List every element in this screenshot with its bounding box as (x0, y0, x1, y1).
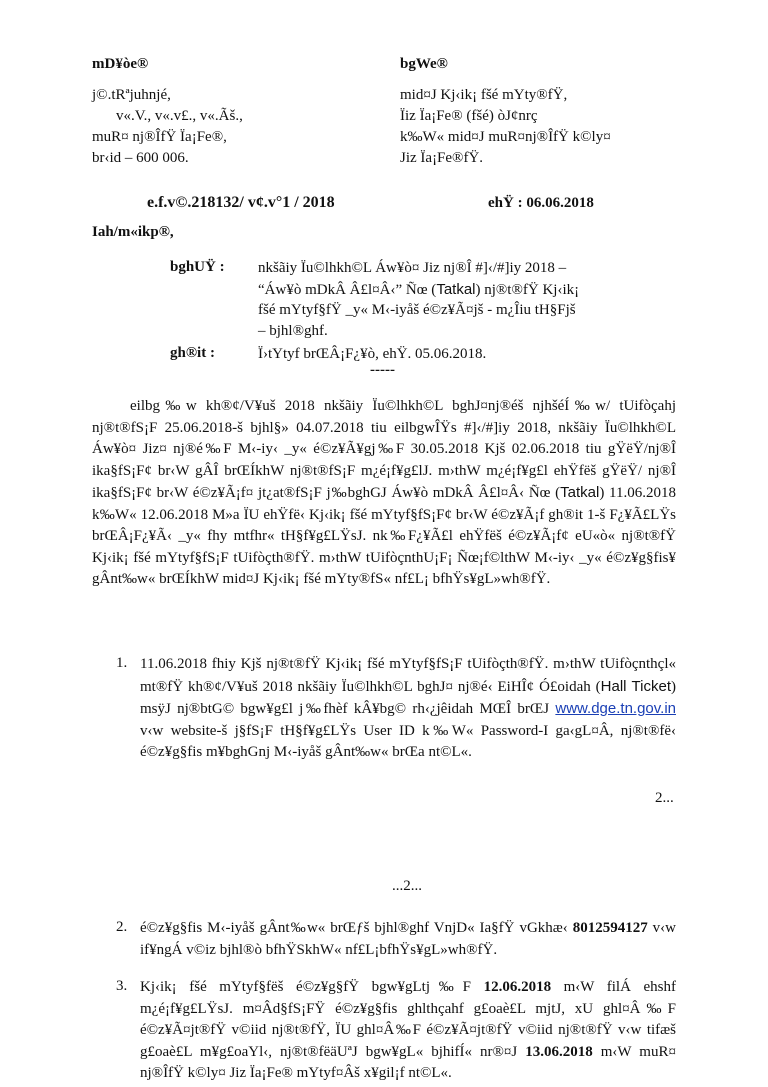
recipient-line-4: Jiz Ïa¡Fe®fŸ. (400, 150, 484, 166)
page-2-header: ...2... (392, 878, 422, 894)
recipient-line-3: k‰W« mid¤J muR¤nj®ÎfŸ k©ly¤ (400, 129, 611, 145)
sender-title: mD¥òe® (92, 56, 149, 72)
recipient-line-1: mid¤J Kj‹ik¡ fšé mYty®fŸ, (400, 87, 568, 103)
item-3-number: 3. (116, 978, 128, 994)
subject-line-4: – bjhl®ghf. (258, 323, 328, 339)
salutation: Iah/m«ikp®, (92, 224, 174, 240)
recipient-line-2: Ïiz Ïa¡Fe® (fšé) òJ¢nrç (400, 108, 538, 124)
tatkal-term: Tatkal (436, 281, 476, 298)
item-2-number: 2. (116, 919, 128, 935)
dge-website-link[interactable]: www.dge.tn.gov.in (555, 700, 676, 717)
subject-label: bghUŸ : (170, 259, 225, 275)
sender-line-2: v«.V., v«.v£., v«.Ãš., (116, 108, 243, 124)
body-paragraph: eilbg‰w kh®¢/V¥uš 2018 nkšãiy Ïu©lhkh©L bghJ¤nj®éš njhšéÍ‰w/ tUifòçahj nj®t®fS¡F 25.06.2018-š bjhl§» 04.07.2018 tiu eilbgwÎŸs #]‹/#]iy 2018, nkšãiy Ïu©lhkh©L Áw¥ò¤ Jiz¤ nj®é‰F M‹-iy‹ _y« é©z¥Ã¥gj‰F 30.05.2018 Kjš 02.06.2018 tiu gŸëŸ/nj®Î ika§fS¡F¢ br‹W gÂÎ brŒÍkhW nj®t®fS¡F m¿é¡f¥g£lJ. m›thW m¿é¡f¥g£l ehŸfëš gŸëŸ/ nj®Î ika§fS¡F¢ br‹W é©z¥Ã¡f¤ jt¿at®fS¡F j‰bghGJ Áw¥ò mDkÂ Â£l¤Â‹ Ñœ (Tatkal) 11.06.2018 k‰W« 12.06.2018 M»a ÏU ehŸfë‹ Kj‹ik¡ fšé mYtyf§fS¡F¢ br‹W é©z¥Ã¡f gh®it 1-š F¿¥Ã£LŸs brŒÂ¡F¿¥Ã‹ _y« fhy mtfhr« tH§f¥g£LŸsJ. nk‰F¿¥Ã£l ehŸfëš é©z¥Ã¡f¢ eU«ò« nj®t®fŸ Kj‹ik¡ fšé mYtyf§fS¡F tUifòçth®fŸ. m›thW tUifòçnthU¡F¡ Ñœ¡f©lthW M‹-iy‹ _y« é©z¥g§fis¥ gÂnt‰w« brŒÍkhW mid¤J Kj‹ik¡ fšé mYty®fS« nf£L¡ bfhŸs¥gL»wh®fŸ. (92, 398, 676, 587)
sender-line-1: j©.tRªjuhnjé, (92, 87, 171, 103)
item-3-text: Kj‹ik¡ fšé mYtyf§fëš é©z¥g§fŸ bgw¥gLtj‰F 12.06.2018 m‹W filÁ ehshf m¿é¡f¥g£LŸsJ. m¤Âd§fS¡FŸ é©z¥g§fis ghlthçahf g£oaè£L mjtJ, xU ghl¤Â‰F é©z¥Ã¤jt®fŸ v©iid nj®t®fŸ, ÏU ghl¤Â‰F é©z¥Ã¤jt®fŸ v©iid nj®t®fŸ v‹w tifæš g£oaè£L m¥g£oaYl‹, nj®t®fëäUªJ bgw¥gL« bjhifÍ« nr®¤J 13.06.2018 m‹W muR¤ nj®ÎfŸ k©ly¤ Jiz Ïa¡Fe® mYtyf¤Âš x¥gil¡f nt©L«. (140, 979, 676, 1081)
recipient-title: bgWe® (400, 56, 448, 72)
continuation-marker: 2... (655, 790, 674, 806)
item-1-number: 1. (116, 655, 128, 671)
subject-line-3: fšé mYtyf§fŸ _y« M‹-iyåš é©z¥Ã¤jš - m¿Îiu tH§Fjš (258, 302, 576, 318)
subject-line-2: “Áw¥ò mDkÂ Â£l¤Â‹” Ñœ (Tatkal) nj®t®fŸ Kj‹ik¡ (258, 281, 580, 298)
subject-line-1: nkšãiy Ïu©lhkh©L Áw¥ò¤ Jiz nj®Î #]‹/#]iy 2018 – (258, 260, 567, 276)
item-1-text: 11.06.2018 fhiy Kjš nj®t®fŸ Kj‹ik¡ fšé mYtyf§fS¡F tUifòçth®fŸ. m›thW tUifòçnthçl« mt®fŸ kh®¢/V¥uš 2018 nkšãiy Ïu©lhkh©L bghJ¤ nj®é‹ EiHÎ¢ Ó£oidah (Hall Ticket) msÿJ nj®btG© bgw¥g£l j‰fhèf kÂ¥bg© rh‹¿jêidah MŒÎ brŒJ www.dge.tn.gov.in v‹w website-š j§fS¡F tH§f¥g£LŸs User ID k‰W« Password-I ga‹gL¤Â, nj®t®fë‹ é©z¥g§fis m¥bghGnj M‹-iyåš gÂnt‰w« brŒa nt©L«. (140, 656, 676, 760)
section-divider: ----- (370, 362, 395, 378)
reference-number: e.f.v©.218132/ v¢.v°1 / 2018 (147, 194, 335, 211)
reference-text: Ï›tYtyf brŒÂ¡F¿¥ò, ehŸ. 05.06.2018. (258, 346, 487, 362)
sender-line-4: br‹id – 600 006. (92, 150, 189, 166)
item-2-text: é©z¥g§fis M‹-iyåš gÂnt‰w« brŒƒš bjhl®ghf VnjD« Ia§fŸ vGkhæ‹ 8012594127 v‹w if¥ngÁ v©iz bjhl®ò bfhŸSkhW« nf£L¡bfhŸs¥gL»wh®fŸ. (140, 920, 677, 958)
letter-date: ehŸ : 06.06.2018 (488, 195, 594, 211)
reference-label: gh®it : (170, 345, 215, 361)
sender-line-3: muR¤ nj®ÎfŸ Ïa¡Fe®, (92, 129, 227, 145)
